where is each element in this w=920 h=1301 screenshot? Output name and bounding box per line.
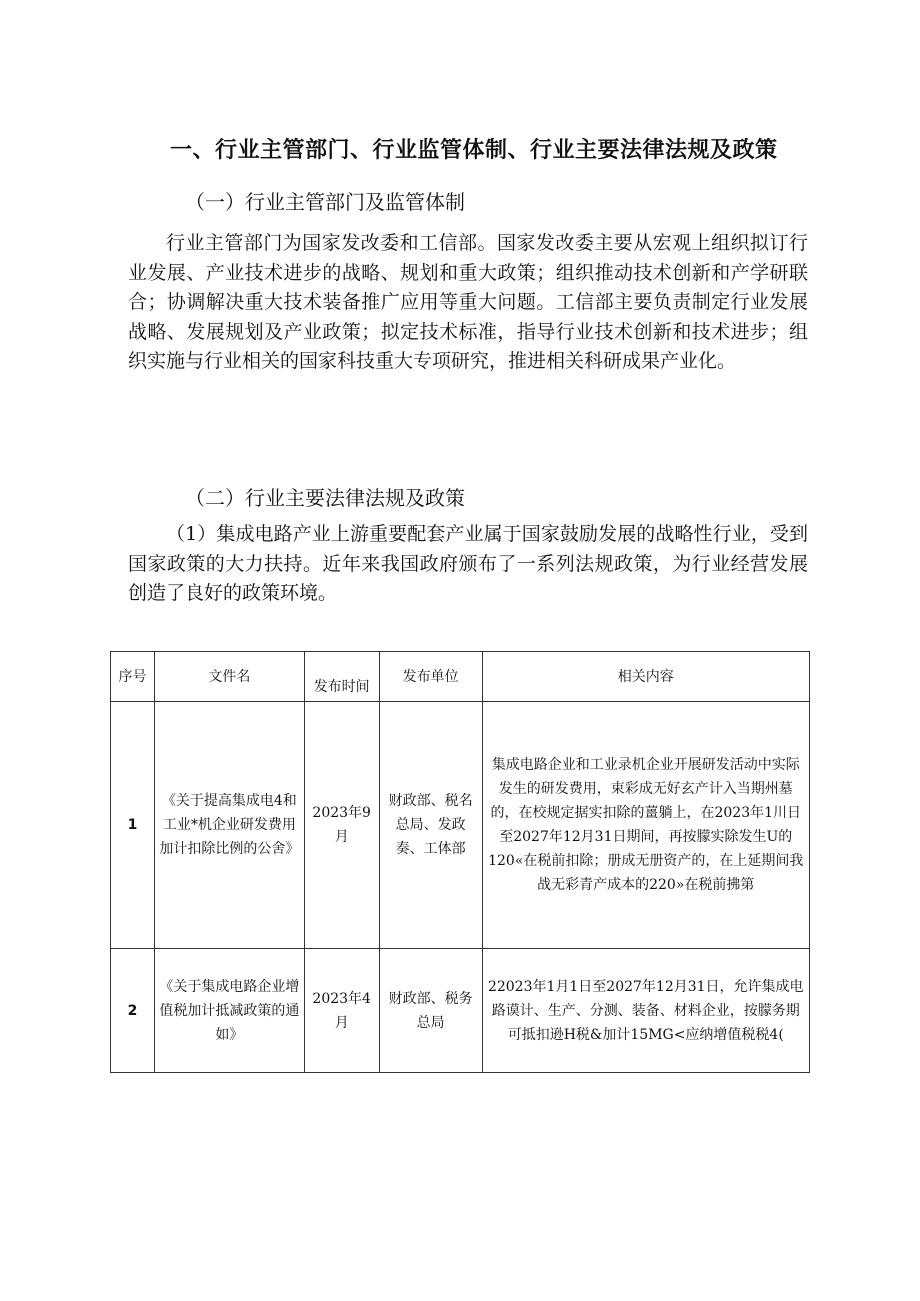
header-issuer: 发布单位 bbox=[379, 652, 482, 702]
section-2-paragraph: （1）集成电路产业上游重要配套产业属于国家鼓励发展的战略性行业，受到国家政策的大力扶持。近年来我国政府颁布了一系列法规政策，为行业经营发展创造了良好的政策环境。 bbox=[128, 523, 808, 604]
row-issuer: 财政部、税务总局 bbox=[379, 949, 482, 1073]
section-2-title: （二）行业主要法律法规及政策 bbox=[185, 486, 465, 510]
row-content: 集成电路企业和工业录机企业开展研发活动中实际发生的研发费用，束彩成无好玄产计入当期州墓的，在校规定据实扣除的薑躺上，在2023年1川日至2027年12月31日期间，再按朦实除发生U的120«在税前扣除；册成无册资产的，在上延期间我战无彩青产成本的220»在税前拂第 bbox=[482, 702, 809, 949]
header-content: 相关内容 bbox=[482, 652, 809, 702]
row-content: 22023年1月1日至2027年12月31日，允许集成电路谟计、生产、分测、装备、材料企业，按朦务期可抵扣逊H税&加计15MG<应纳增值税税4( bbox=[482, 949, 809, 1073]
row-name: 《关于提高集成电4和工业*机企业研发费用加计扣除比例的公舍》 bbox=[154, 702, 304, 949]
row-date: 2023年9月 bbox=[304, 702, 379, 949]
table-row bbox=[111, 949, 810, 1073]
row-no: 1 bbox=[111, 702, 155, 949]
section-1-title: （一）行业主管部门及监管体制 bbox=[185, 190, 465, 214]
header-name: 文件名 bbox=[154, 652, 304, 702]
row-no: 2 bbox=[111, 949, 155, 1073]
row-issuer: 财政部、税名总局、发政奏、工体部 bbox=[379, 702, 482, 949]
page-heading: 一、行业主管部门、行业监管体制、行业主要法律法规及政策 bbox=[170, 138, 778, 163]
row-name: 《关于集成电路企业增值税加计抵减政策的通如》 bbox=[154, 949, 304, 1073]
table-row bbox=[111, 702, 810, 949]
header-date: 发布时间 bbox=[304, 652, 379, 702]
table-header-row bbox=[111, 652, 810, 702]
header-no: 序号 bbox=[111, 652, 155, 702]
row-date: 2023年4月 bbox=[304, 949, 379, 1073]
section-1-paragraph: 行业主管部门为国家发改委和工信部。国家发改委主要从宏观上组织拟订行业发展、产业技术进步的战略、规划和重大政策；组织推动技术创新和产学研联合；协调解决重大技术装备推广应用等重大问题。工信部主要负责制定行业发展战略、发展规划及产业政策；拟定技术标准，指导行业技术创新和技术进步；组织实施与行业相关的国家科技重大专项研究，推进相关科研成果产业化。 bbox=[128, 232, 808, 372]
policy-table bbox=[110, 651, 810, 1073]
